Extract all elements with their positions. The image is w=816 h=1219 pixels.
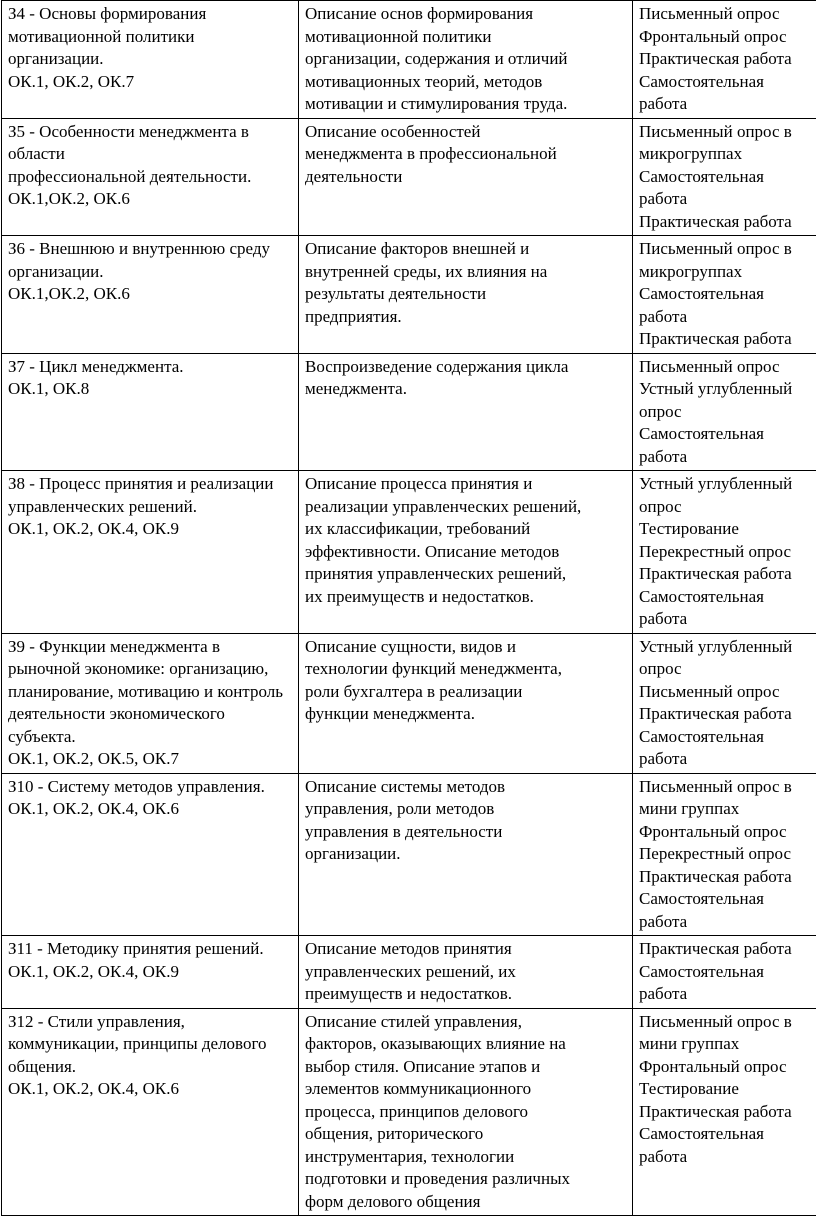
knowledge-line: ОК.1,ОК.2, ОК.6: [8, 189, 130, 208]
assessment-line: работа: [639, 306, 688, 326]
knowledge-line: ОК.1, ОК.2, ОК.7: [8, 71, 135, 91]
result-line: их преимуществ и недостатков.: [305, 586, 534, 606]
result-line: организации, содержания и отличий: [305, 49, 568, 68]
result-cell: [299, 936, 633, 1009]
assessment-line: Письменный опрос в: [639, 776, 792, 796]
result-cell: [299, 1008, 633, 1216]
assessment-line: опрос: [639, 401, 682, 421]
result-line: процесса, принципов делового: [305, 1101, 529, 1121]
assessment-line: Самостоятельная: [639, 961, 764, 981]
assessment-cell: [633, 773, 816, 936]
assessment-line: Практическая работа: [639, 49, 792, 68]
assessment-line: опрос: [639, 496, 682, 516]
result-line: элементов коммуникационного: [305, 1079, 532, 1098]
assessment-line: работа: [639, 984, 688, 1003]
result-cell: [299, 353, 633, 471]
assessment-line: работа: [639, 446, 688, 466]
result-line: эффективности. Описание методов: [305, 541, 560, 561]
assessment-line: Письменный опрос в: [639, 1011, 792, 1031]
knowledge-cell: [2, 353, 299, 471]
result-line: технологии функций менеджмента,: [305, 659, 562, 678]
assessment-line: опрос: [639, 659, 682, 678]
assessment-line: Практическая работа: [639, 939, 792, 958]
result-line: инструментария, технологии: [305, 1146, 515, 1166]
assessment-line: Самостоятельная: [639, 166, 764, 186]
assessment-line: работа: [639, 94, 688, 113]
assessment-line: мини группах: [639, 1034, 740, 1053]
result-line: мотивационных теорий, методов: [305, 71, 543, 91]
result-cell: [299, 633, 633, 773]
knowledge-line: ОК.1,ОК.2, ОК.6: [8, 284, 130, 303]
table-row: [2, 633, 816, 773]
assessment-cell: [633, 936, 816, 1009]
knowledge-cell: [2, 1008, 299, 1216]
assessment-line: микрогруппах: [639, 261, 743, 281]
assessment-line: Устный углубленный: [639, 379, 793, 398]
result-line: факторов, оказывающих влияние на: [305, 1034, 566, 1053]
assessment-line: Письменный опрос в: [639, 121, 792, 141]
assessment-line: Перекрестный опрос: [639, 541, 792, 561]
knowledge-line: З9 - Функции менеджмента в рыночной экономике: организацию, планирование, мотивацию и контроль деятельности экономического субъекта.: [8, 636, 283, 746]
assessment-line: Самостоятельная: [639, 726, 764, 746]
assessment-line: Самостоятельная: [639, 424, 764, 443]
assessment-line: работа: [639, 1146, 688, 1166]
assessment-line: Самостоятельная: [639, 889, 764, 908]
result-line: функции менеджмента.: [305, 704, 475, 723]
result-line: внутренней среды, их влияния на: [305, 261, 548, 281]
result-cell: [299, 118, 633, 236]
assessment-line: Практическая работа: [639, 1101, 792, 1121]
assessment-line: Письменный опрос в: [639, 239, 792, 258]
table-row: [2, 118, 816, 236]
knowledge-line: ОК.1, ОК.8: [8, 379, 90, 398]
table-row: [2, 936, 816, 1009]
result-line: Описание особенностей: [305, 121, 481, 141]
knowledge-line: З11 - Методику принятия решений.: [8, 939, 264, 958]
knowledge-line: З10 - Систему методов управления.: [8, 776, 265, 796]
assessment-cell: [633, 633, 816, 773]
assessment-line: Письменный опрос: [639, 4, 780, 23]
table-row: [2, 471, 816, 634]
result-cell: [299, 236, 633, 354]
table-row: [2, 773, 816, 936]
result-cell: [299, 773, 633, 936]
assessment-line: Тестирование: [639, 1079, 739, 1098]
result-line: роли бухгалтера в реализации: [305, 681, 523, 701]
knowledge-cell: [2, 936, 299, 1009]
assessment-cell: [633, 236, 816, 354]
competency-table: [1, 0, 816, 1216]
knowledge-cell: [2, 471, 299, 634]
knowledge-line: ОК.1, ОК.2, ОК.4, ОК.9: [8, 961, 179, 981]
knowledge-cell: [2, 633, 299, 773]
assessment-line: Фронтальный опрос: [639, 1056, 787, 1076]
assessment-line: Самостоятельная: [639, 1124, 764, 1143]
result-line: управленческих решений, их: [305, 961, 516, 981]
assessment-line: работа: [639, 609, 688, 628]
result-line: подготовки и проведения различных: [305, 1169, 570, 1188]
assessment-line: Практическая работа: [639, 866, 792, 886]
result-line: Описание основ формирования: [305, 4, 534, 23]
result-line: Описание процесса принятия и: [305, 474, 533, 493]
assessment-line: Устный углубленный: [639, 474, 793, 493]
result-line: форм делового общения: [305, 1191, 481, 1211]
assessment-line: мини группах: [639, 799, 740, 818]
result-cell: [299, 471, 633, 634]
assessment-line: Фронтальный опрос: [639, 26, 787, 46]
table-row: [2, 1008, 816, 1216]
assessment-line: Практическая работа: [639, 211, 792, 231]
result-line: Описание стилей управления,: [305, 1011, 522, 1031]
knowledge-line: ОК.1, ОК.2, ОК.4, ОК.9: [8, 519, 179, 538]
result-line: Описание сущности, видов и: [305, 636, 516, 656]
assessment-cell: [633, 1, 816, 119]
result-line: преимуществ и недостатков.: [305, 984, 513, 1003]
result-line: Описание системы методов: [305, 776, 506, 796]
assessment-line: Практическая работа: [639, 329, 792, 348]
table-row: [2, 1, 816, 119]
knowledge-cell: [2, 236, 299, 354]
assessment-cell: [633, 1008, 816, 1216]
result-line: менеджмента в профессиональной: [305, 144, 557, 163]
result-line: Описание методов принятия: [305, 939, 512, 958]
knowledge-line: профессиональной деятельности.: [8, 166, 252, 186]
assessment-line: Фронтальный опрос: [639, 821, 787, 841]
result-line: управления, роли методов: [305, 799, 495, 818]
assessment-line: Письменный опрос: [639, 356, 780, 376]
assessment-line: работа: [639, 911, 688, 931]
assessment-line: работа: [639, 189, 688, 208]
table-row: [2, 236, 816, 354]
assessment-line: Письменный опрос: [639, 681, 780, 701]
assessment-cell: [633, 471, 816, 634]
assessment-line: микрогруппах: [639, 144, 743, 163]
assessment-line: Практическая работа: [639, 704, 792, 723]
assessment-line: Перекрестный опрос: [639, 844, 792, 863]
knowledge-line: З8 - Процесс принятия и реализации управленческих решений.: [8, 474, 274, 516]
assessment-line: Самостоятельная: [639, 586, 764, 606]
result-line: реализации управленческих решений,: [305, 496, 582, 516]
knowledge-line: ОК.1, ОК.2, ОК.4, ОК.6: [8, 799, 179, 818]
assessment-line: Самостоятельная: [639, 71, 764, 91]
assessment-line: Самостоятельная: [639, 284, 764, 303]
knowledge-cell: [2, 773, 299, 936]
assessment-line: Устный углубленный: [639, 636, 793, 656]
result-line: результаты деятельности: [305, 284, 487, 303]
knowledge-line: З4 - Основы формирования мотивационной политики организации.: [8, 4, 207, 68]
knowledge-line: З5 - Особенности менеджмента в области: [8, 121, 249, 163]
knowledge-line: ОК.1, ОК.2, ОК.5, ОК.7: [8, 749, 179, 768]
knowledge-line: З12 - Стили управления, коммуникации, принципы делового общения.: [8, 1011, 267, 1076]
result-line: Воспроизведение содержания цикла: [305, 356, 569, 376]
table-body: [2, 1, 816, 1216]
result-line: организации.: [305, 844, 401, 863]
knowledge-line: З6 - Внешнюю и внутреннюю среду организации.: [8, 239, 271, 281]
result-line: предприятия.: [305, 306, 402, 326]
result-line: деятельности: [305, 166, 403, 186]
result-line: менеджмента.: [305, 379, 407, 398]
result-line: управления в деятельности: [305, 821, 503, 841]
assessment-cell: [633, 353, 816, 471]
result-line: общения, риторического: [305, 1124, 484, 1143]
result-line: Описание факторов внешней и: [305, 239, 530, 258]
result-line: мотивационной политики: [305, 26, 492, 46]
knowledge-line: З7 - Цикл менеджмента.: [8, 356, 184, 376]
result-line: их классификации, требований: [305, 519, 531, 538]
result-line: выбор стиля. Описание этапов и: [305, 1056, 541, 1076]
assessment-line: работа: [639, 749, 688, 768]
knowledge-cell: [2, 118, 299, 236]
knowledge-cell: [2, 1, 299, 119]
assessment-line: Практическая работа: [639, 564, 792, 583]
knowledge-line: ОК.1, ОК.2, ОК.4, ОК.6: [8, 1079, 179, 1098]
result-cell: [299, 1, 633, 119]
result-line: мотивации и стимулирования труда.: [305, 94, 568, 113]
table-row: [2, 353, 816, 471]
assessment-line: Тестирование: [639, 519, 739, 538]
assessment-cell: [633, 118, 816, 236]
result-line: принятия управленческих решений,: [305, 564, 567, 583]
